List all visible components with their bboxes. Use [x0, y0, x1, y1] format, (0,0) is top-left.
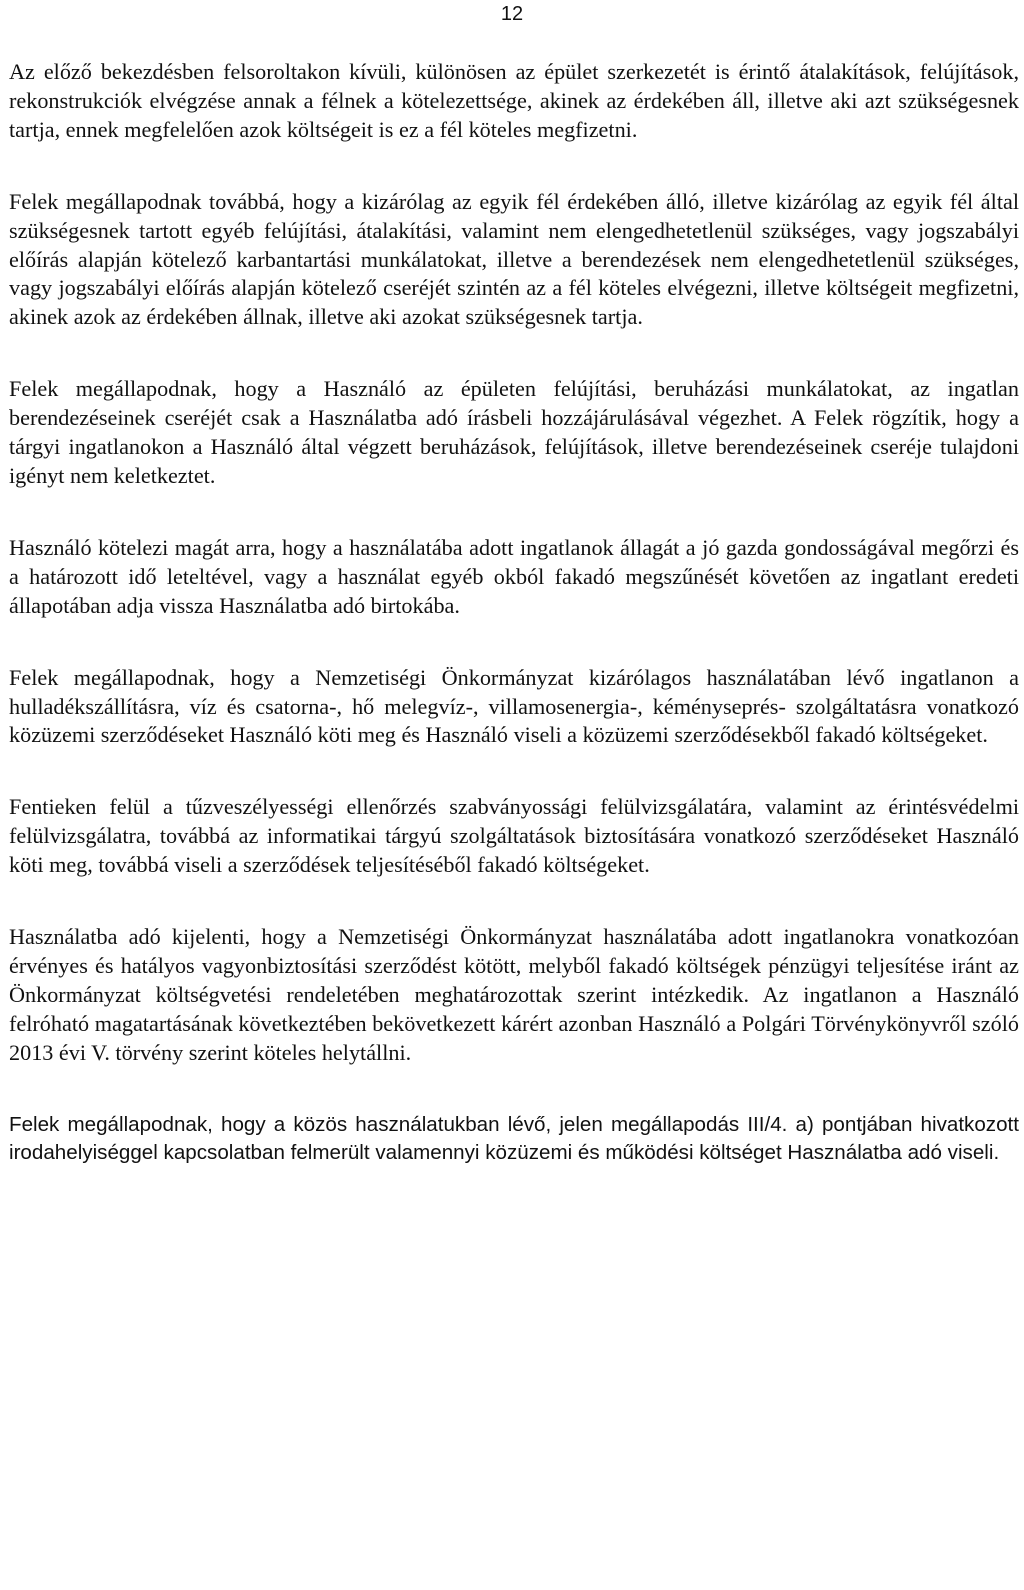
paragraph-shared-office-costs: Felek megállapodnak, hogy a közös használatukban lévő, jelen megállapodás III/4. a) pontjában hivatkozott irodahelyiséggel kapcsolatban felmerült valamennyi közüzemi és működési költséget Használatba adó viseli.	[9, 1112, 1019, 1165]
paragraph-one-party-works: Felek megállapodnak továbbá, hogy a kizárólag az egyik fél érdekében álló, illetve kizárólag az egyik fél által szükségesnek tartott egyéb felújítási, átalakítási, valamint nem elengedhetetlenül szükséges, vagy jogszabályi előírás alapján kötelező karbantartási munkálatokat, illetve a berendezések nem elengedhetetlenül szükséges, vagy jogszabályi előírás alapján kötelező cseréjét szintén az a fél köteles elvégezni, illetve költségeit megfizetni, akinek azok az érdekében állnak, illetve aki azokat szükségesnek tartja.	[9, 188, 1019, 330]
paragraph-utility-contracts: Felek megállapodnak, hogy a Nemzetiségi Önkormányzat kizárólagos használatában lévő ingatlanon a hulladékszállításra, víz és csatorna-, hő melegvíz-, villamosenergia-, kéményseprés- szolgáltatásra vonatkozó közüzemi szerződéseket Használó köti meg és Használó viseli a közüzemi szerződésekből fakadó költségeket.	[9, 664, 1019, 748]
document-body	[9, 58, 1019, 1168]
page-number: 12	[500, 3, 524, 25]
paragraph-property-insurance: Használatba adó kijelenti, hogy a Nemzetiségi Önkormányzat használatába adott ingatlanokra vonatkozóan érvényes és hatályos vagyonbiztosítási szerződést kötött, melyből fakadó költségek pénzügyi teljesítése iránt az Önkormányzat költségvetési rendeletében meghatározottak szerint intézkedik. Az ingatlanon a Használó felróható magatartásának következtében bekövetkezett kárért azonban Használó a Polgári Törvénykönyvről szóló 2013 évi V. törvény szerint köteles helytállni.	[9, 924, 1019, 1065]
paragraph-property-condition: Használó kötelezi magát arra, hogy a használatába adott ingatlanok állagát a jó gazda gondosságával megőrzi és a határozott idő leteltével, vagy a használat egyéb okból fakadó megszűnését követően az ingatlant eredeti állapotában adja vissza Használatba adó birtokába.	[9, 534, 1019, 618]
paragraph-fire-safety-inspection: Fentieken felül a tűzveszélyességi ellenőrzés szabványossági felülvizsgálatára, valamint az érintésvédelmi felülvizsgálatra, továbbá az informatikai tárgyú szolgáltatások biztosítására vonatkozó szerződéseket Használó köti meg, továbbá viseli a szerződések teljesítéséből fakadó költségeket.	[9, 794, 1019, 878]
paragraph-user-investments: Felek megállapodnak, hogy a Használó az épületen felújítási, beruházási munkálatokat, az ingatlan berendezéseinek cseréjét csak a Használatba adó írásbeli hozzájárulásával végezhet. A Felek rögzítik, hogy a tárgyi ingatlanokon a Használó által végzett beruházások, felújítások, illetve berendezéseinek cseréje tulajdoni igényt nem keletkeztet.	[9, 376, 1019, 488]
paragraph-reconstruction-costs: Az előző bekezdésben felsoroltakon kívüli, különösen az épület szerkezetét is érintő átalakítások, felújítások, rekonstrukciók elvégzése annak a félnek a kötelezettsége, akinek az érdekében áll, illetve aki azt szükségesnek tartja, ennek megfelelően azok költségeit is ez a fél köteles megfizetni.	[9, 59, 1019, 142]
